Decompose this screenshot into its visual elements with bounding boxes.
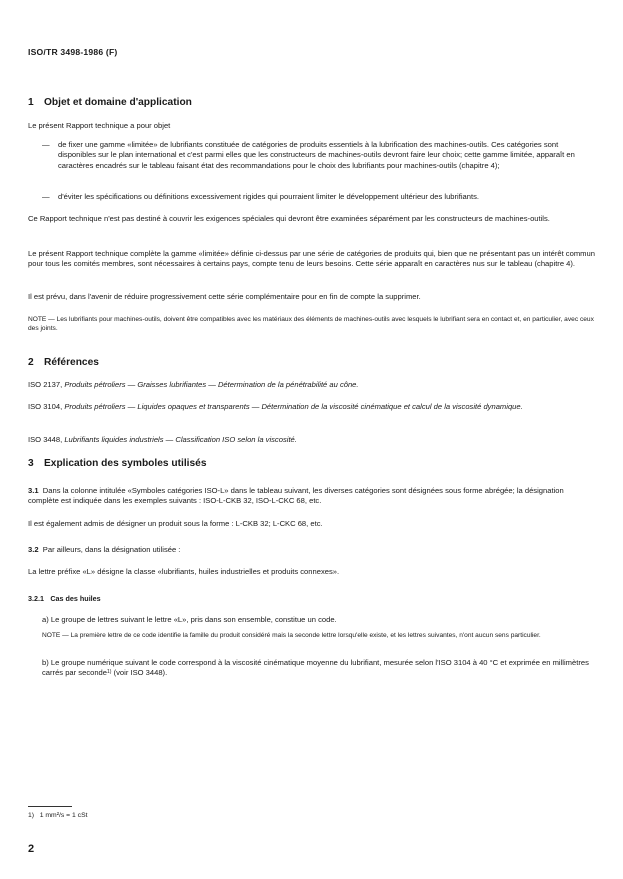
section-2-number: 2: [28, 357, 34, 368]
clause-3-1-paragraph-2: Il est également admis de désigner un produit sous la forme : L-CKB 32; L-CKC 68, etc.: [28, 519, 323, 528]
clause-3-2-1-heading: [28, 594, 596, 604]
section-1-number: 1: [28, 97, 34, 108]
section-3-number: 3: [28, 458, 34, 469]
bullet-item-1: [42, 140, 598, 171]
clause-3-2: [28, 545, 596, 555]
reference-2-number: ISO 3104,: [28, 402, 63, 411]
bullet-item-2: [42, 192, 598, 202]
dash-bullet: —: [42, 192, 50, 201]
section-1-paragraph-2: Ce Rapport technique n'est pas destiné à couvrir les exigences spéciales qui devront être examinées séparément par les constructeurs de machines-outils.: [28, 214, 550, 223]
section-1-note: NOTE — Les lubrifiants pour machines-outils, doivent être compatibles avec les matériaux des éléments de machines-outils avec lesquels le lubrifiant sera en contact et, en particulier, avec ceux des joints.: [28, 316, 594, 333]
bullet-2-text: d'éviter les spécifications ou définitions excessivement rigides qui pourraient limiter le développement ultérieur des lubrifiants.: [58, 192, 480, 201]
page-number: 2: [28, 843, 35, 855]
reference-2-title: Produits pétroliers — Liquides opaques et transparents — Détermination de la viscosité cinématique et calcul de la viscosité dynamique.: [64, 402, 523, 411]
clause-3-2-text: Par ailleurs, dans la désignation utilisée :: [42, 545, 181, 554]
section-1-heading: [28, 97, 192, 108]
bullet-1-text: de fixer une gamme «limitée» de lubrifiants constituée de catégories de produits essentiels à la lubrification des machines-outils. Ces catégories sont disponibles sur le plan international et c'est parmi elles que les constructeurs de machines-outils devront faire leur choix; cette gamme limitée, apparaît en caractères encadrés sur le tableau faisant état des recommandations pour le choix des lubrifiants pour machines-outils (chapitre 4);: [58, 140, 575, 170]
section-3-heading: [28, 458, 207, 469]
clause-3-2-paragraph-2: La lettre préfixe «L» désigne la classe «lubrifiants, huiles industrielles et produits connexes».: [28, 567, 340, 576]
reference-2: [28, 402, 596, 412]
list-item-b-tail: (voir ISO 3448).: [111, 668, 168, 678]
list-item-a: a) Le groupe de lettres suivant le lettre «L», pris dans son ensemble, constitue un code.: [42, 615, 337, 624]
footnote-text: 1 mm²/s = 1 cSt: [39, 812, 88, 819]
section-1-paragraph-4: Il est prévu, dans l'avenir de réduire progressivement cette série complémentaire pour en fin de compte la supprimer.: [28, 292, 421, 301]
reference-3-number: ISO 3448,: [28, 435, 63, 444]
section-1-paragraph-3: Le présent Rapport technique complète la gamme «limitée» définie ci-dessus par une série de catégories de produits qui, bien que ne présentant pas un intérêt commun pour tous les comités membres, sont nécessaires à certains pays, compte tenu de leurs besoins. Cette série apparaît en caractères nus sur le tableau (chapitre 4).: [28, 249, 595, 269]
clause-3-2-1-title: Cas des huiles: [50, 594, 101, 603]
clause-3-1-number: 3.1: [28, 486, 39, 495]
footnote-reference: 1): [107, 669, 112, 676]
reference-3: [28, 435, 596, 445]
clause-3-2-number: 3.2: [28, 545, 39, 554]
section-1-title: Objet et domaine d'application: [44, 97, 192, 108]
list-item-a-note: NOTE — La première lettre de ce code identifie la famille du produit considéré mais la seconde lettre lorsqu'elle existe, et les lettres suivantes, n'ont aucun sens particulier.: [42, 632, 541, 639]
section-2-title: Références: [44, 357, 99, 368]
reference-1-title: Produits pétroliers — Graisses lubrifiantes — Détermination de la pénétrabilité au cône.: [64, 380, 359, 389]
section-1-intro: Le présent Rapport technique a pour objet: [28, 121, 171, 130]
footnote: [28, 812, 88, 819]
dash-bullet: —: [42, 140, 50, 149]
clause-3-1: [28, 486, 596, 507]
reference-1: [28, 380, 596, 390]
list-item-b-text: b) Le groupe numérique suivant le code correspond à la viscosité cinématique moyenne du lubrifiant, mesurée selon l'ISO 3104 à 40 °C et exprimée en millimètres carrés par seconde: [42, 658, 589, 678]
list-item-b: [42, 658, 598, 679]
section-2-heading: [28, 357, 99, 368]
footnote-divider: [28, 806, 72, 807]
section-3-title: Explication des symboles utilisés: [44, 458, 207, 469]
reference-3-title: Lubrifiants liquides industriels — Classification ISO selon la viscosité.: [64, 435, 297, 444]
footnote-marker: 1): [28, 812, 35, 819]
clause-3-2-1-number: 3.2.1: [28, 594, 44, 603]
document-id-header: ISO/TR 3498-1986 (F): [28, 47, 118, 57]
reference-1-number: ISO 2137,: [28, 380, 63, 389]
clause-3-1-text: Dans la colonne intitulée «Symboles catégories ISO-L» dans le tableau suivant, les diverses catégories sont désignées sous forme abrégée; la désignation complète est indiquée dans les exemples suivants : ISO-L-CKB 32, ISO-L-CKC 68, etc.: [28, 486, 564, 506]
